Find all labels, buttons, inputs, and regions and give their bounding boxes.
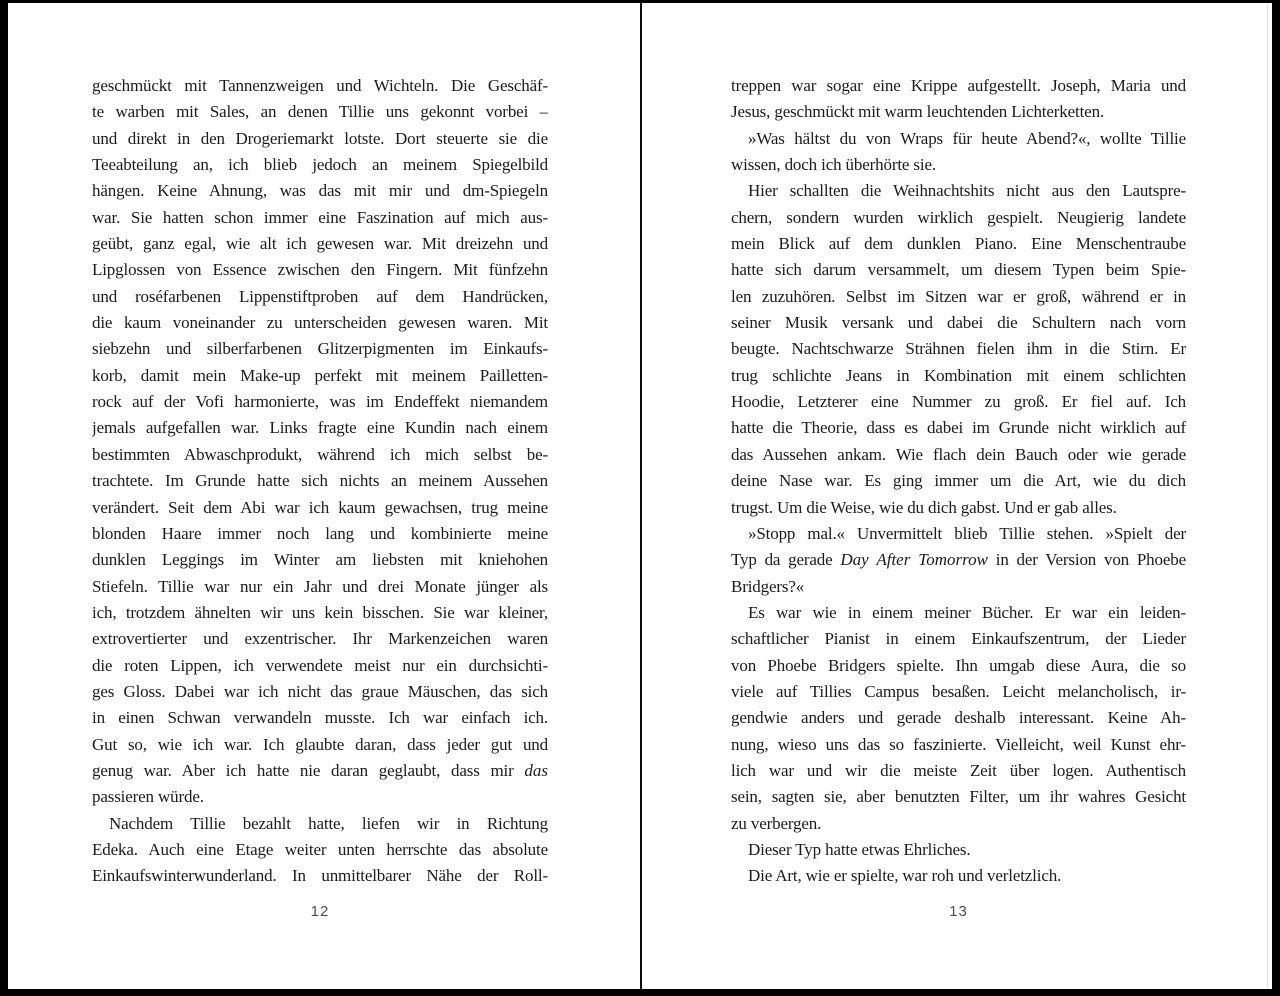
text-line: und roséfarbenen Lippenstiftproben auf dem Handrücken,	[92, 286, 548, 306]
text-line: von Phoebe Bridgers spielte. Ihn umgab diese Aura, die so	[731, 655, 1186, 675]
text-line: gendwie anders und gerade deshalb interessant. Keine Ah-	[731, 708, 1186, 728]
book-page-right	[642, 3, 1274, 989]
text-line: das Aussehen ankam. Wie flach dein Bauch oder wie gerade	[731, 444, 1186, 464]
text-line: korb, damit mein Make-up perfekt mit meinem Pailletten-	[92, 365, 548, 385]
text-line: Einkaufswinterwunderland. In unmittelbarer Nähe der Roll-	[92, 866, 548, 886]
text-line: deine Nase war. Es ging immer um die Art, wie du dich	[731, 471, 1186, 491]
text-line: Dieser Typ hatte etwas Ehrliches.	[748, 839, 971, 859]
text-line: Lipglossen von Essence zwischen den Fingern. Mit fünfzehn	[92, 260, 548, 280]
text-line: beugte. Nachtschwarze Strähnen fielen ihm in die Stirn. Er	[731, 339, 1186, 359]
text-line: Bridgers?«	[731, 576, 805, 596]
text-column-right	[731, 73, 1186, 890]
text-line: mein Blick auf dem dunklen Piano. Eine Menschentraube	[731, 234, 1186, 254]
text-line: te warben mit Sales, an denen Tillie uns gekonnt vorbei –	[92, 102, 548, 122]
italic-text: das	[524, 760, 548, 780]
open-book-spread	[8, 3, 1272, 989]
text-line: Nachdem Tillie bezahlt hatte, liefen wir in Richtung	[109, 813, 548, 833]
text-line: passieren würde.	[92, 787, 204, 807]
italic-text: Day After Tomorrow	[840, 550, 988, 570]
text-line: »Stopp mal.« Unvermittelt blieb Tillie stehen. »Spielt der	[748, 523, 1186, 543]
text-line: chern, sondern wurden wirklich gespielt. Neugierig landete	[731, 207, 1186, 227]
text-line: hatte sich darum versammelt, um diesem Typen beim Spie-	[731, 260, 1186, 280]
text-line: dunklen Leggings im Winter am liebsten mit kniehohen	[92, 550, 548, 570]
text-line: schaftlicher Pianist in einem Einkaufszentrum, der Lieder	[731, 629, 1186, 649]
text-line: Edeka. Auch eine Etage weiter unten herrschte das absolute	[92, 839, 548, 859]
text-line: wissen, doch ich überhörte sie.	[731, 155, 936, 175]
text-line: genug war. Aber ich hatte nie daran geglaubt, dass mir das	[92, 760, 548, 780]
text-column-left	[92, 73, 548, 890]
text-line: geschmückt mit Tannenzweigen und Wichteln. Die Geschäf-	[92, 76, 548, 95]
text-line: die roten Lippen, ich verwendete meist nur ein durchsichti-	[92, 655, 548, 675]
text-line: Teeabteilung an, ich blieb jedoch an meinem Spiegelbild	[92, 155, 548, 175]
text-line: und direkt in den Drogeriemarkt lotste. Dort steuerte sie die	[92, 128, 548, 148]
text-line: rock auf der Vofi harmonierte, was im Endeffekt niemandem	[92, 392, 548, 412]
text-line: siebzehn und silberfarbenen Glitzerpigmenten im Einkaufs-	[92, 339, 548, 359]
book-page-left	[8, 3, 640, 989]
text-line: treppen war sogar eine Krippe aufgestellt. Joseph, Maria und	[731, 76, 1186, 95]
text-line: hängen. Keine Ahnung, was das mit mir und dm-Spiegeln	[92, 181, 548, 201]
text-line: ich, trotzdem ähnelten wir uns kein bisschen. Sie war kleiner,	[92, 602, 548, 622]
text-line: sein, sagten sie, aber benutzten Filter, um ihr wahres Gesicht	[731, 787, 1186, 807]
page-edge-shadow	[1267, 3, 1268, 989]
text-line: Es war wie in einem meiner Bücher. Er war ein leiden-	[748, 602, 1186, 622]
text-line: in einen Schwan verwandeln musste. Ich war einfach ich.	[92, 708, 548, 728]
text-line: ges Gloss. Dabei war ich nicht das graue Mäuschen, das sich	[92, 681, 548, 701]
text-line: extrovertierter und exzentrischer. Ihr Markenzeichen waren	[92, 629, 548, 649]
text-line: Hier schallten die Weihnachtshits nicht aus den Lautspre-	[748, 181, 1186, 201]
text-line: nung, wieso uns das so faszinierte. Vielleicht, weil Kunst ehr-	[731, 734, 1186, 754]
text-line: Stiefeln. Tillie war nur ein Jahr und drei Monate jünger als	[92, 576, 548, 596]
text-line: geübt, ganz egal, wie alt ich gewesen war. Mit dreizehn und	[92, 234, 548, 254]
text-line: lich war und wir die meiste Zeit über logen. Authentisch	[731, 760, 1186, 780]
text-line: jemals aufgefallen war. Links fragte eine Kundin nach einem	[92, 418, 548, 438]
text-line: blonden Haare immer noch lang und kombinierte meine	[92, 523, 548, 543]
text-line: viele auf Tillies Campus besaßen. Leicht melancholisch, ir-	[731, 681, 1186, 701]
text-line: hatte die Theorie, dass es dabei im Grunde nicht wirklich auf	[731, 418, 1186, 438]
text-line: Hoodie, Letzterer eine Nummer zu groß. Er fiel auf. Ich	[731, 392, 1186, 412]
text-line: war. Sie hatten schon immer eine Faszination auf mich aus-	[92, 207, 548, 227]
text-line: Die Art, wie er spielte, war roh und verletzlich.	[748, 866, 1062, 886]
page-number: 13	[949, 903, 968, 920]
text-line: trug schlichte Jeans in Kombination mit einem schlichten	[731, 365, 1186, 385]
text-line: »Was hältst du von Wraps für heute Abend?«, wollte Tillie	[748, 128, 1186, 148]
page-number: 12	[310, 903, 330, 920]
text-line: trugst. Um die Weise, wie du dich gabst. Und er gab alles.	[731, 497, 1117, 517]
text-line: zu verbergen.	[731, 813, 822, 833]
text-line: Typ da gerade Day After Tomorrow in der Version von Phoebe	[731, 550, 1186, 570]
text-line: seiner Musik versank und dabei die Schultern nach vorn	[731, 313, 1186, 333]
text-line: die kaum voneinander zu unterscheiden gewesen waren. Mit	[92, 313, 548, 333]
text-line: verändert. Seit dem Abi war ich kaum gewachsen, trug meine	[92, 497, 548, 517]
text-line: Jesus, geschmückt mit warm leuchtenden Lichterketten.	[731, 102, 1105, 122]
text-line: len zuzuhören. Selbst im Sitzen war er groß, während er in	[731, 286, 1186, 306]
text-line: bestimmten Abwaschprodukt, während ich mich selbst be-	[92, 444, 548, 464]
text-line: Gut so, wie ich war. Ich glaubte daran, dass jeder gut und	[92, 734, 548, 754]
text-line: trachtete. Im Grunde hatte sich nichts an meinem Aussehen	[92, 471, 548, 491]
